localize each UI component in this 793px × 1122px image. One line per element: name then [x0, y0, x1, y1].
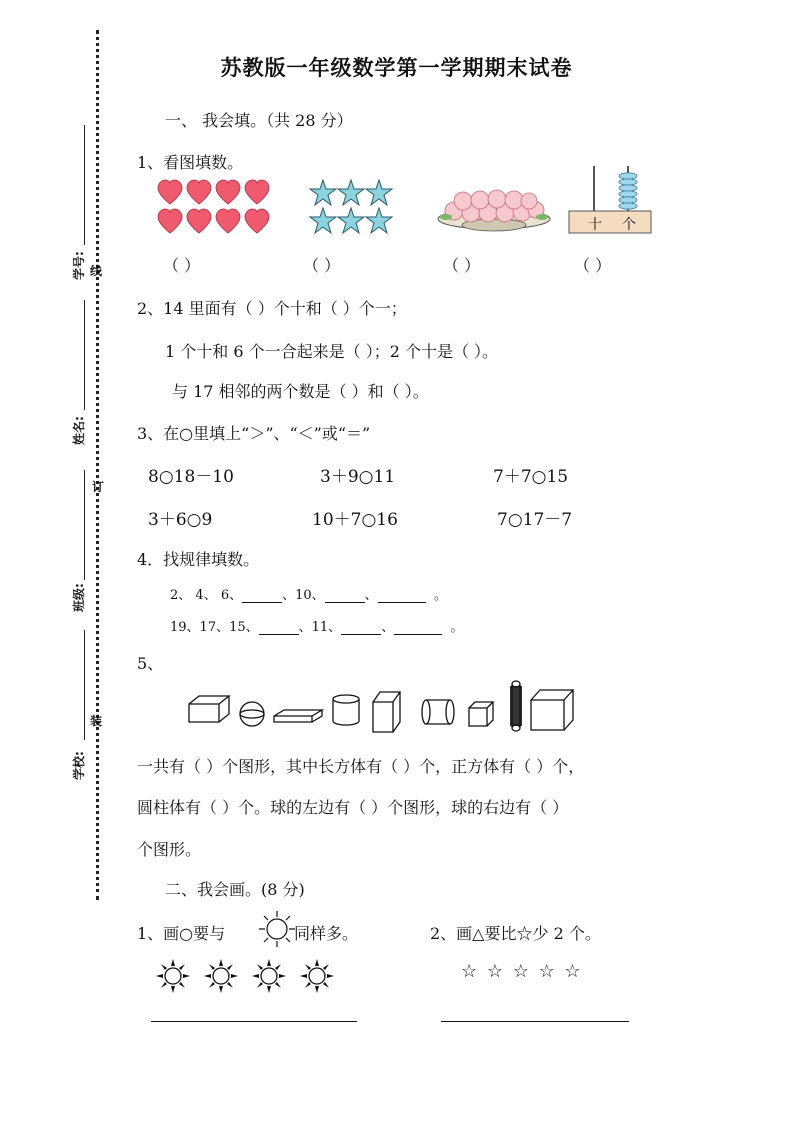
q4-prompt: 4．找规律填数。: [137, 550, 260, 569]
q5-label: 5、: [137, 654, 164, 673]
q4-sequence-1: 2、 4、 6、 、10、 、 。: [170, 588, 447, 603]
solids-picture: [186, 676, 586, 736]
q4-blank-6[interactable]: [394, 620, 442, 635]
p2-q2-prompt: 2、画△要比☆少 2 个。: [430, 924, 601, 943]
q2-line-2: 1 个十和 6 个一合起来是（ ）；2 个十是（ ）。: [165, 342, 499, 361]
binding-char-ding: 订: [92, 480, 105, 494]
class-line: [84, 470, 85, 580]
p2-q1-before: 1、画○要与: [137, 924, 226, 943]
school-line: [84, 630, 85, 740]
p2-q1-answer-line[interactable]: [151, 1021, 357, 1022]
q3-item-6[interactable]: 7○17－7: [497, 510, 573, 530]
abacus-picture: [566, 164, 656, 236]
q3-item-4[interactable]: 3＋6○9: [148, 510, 213, 530]
q1-answer-4[interactable]: （ ）: [574, 256, 612, 275]
part2-heading: 二、我会画。(8 分): [165, 880, 305, 899]
q3-item-2[interactable]: 3＋9○11: [320, 467, 396, 487]
q1-answer-1[interactable]: （ ）: [163, 256, 201, 275]
abacus-tens-label: 十: [588, 217, 602, 233]
q1-answer-2[interactable]: （ ）: [303, 256, 341, 275]
class-label: 班级:: [72, 583, 86, 612]
abacus-ones-label: 个: [622, 217, 636, 233]
binding-char-zhuang: 装: [90, 714, 103, 728]
q5-text-2: 圆柱体有（ ）个。球的左边有（ ）个图形，球的右边有（ ）: [137, 798, 569, 817]
q2-line-1: 2、14 里面有（ ）个十和（ ）个一；: [137, 299, 407, 318]
hearts-picture: [155, 178, 273, 236]
binding-dotted-line: [96, 30, 99, 900]
suns-row: [154, 957, 340, 997]
q5-text-1: 一共有（ ）个图形，其中长方体有（ ）个，正方体有（ ）个，: [137, 757, 585, 776]
q4-blank-1[interactable]: [242, 588, 282, 603]
sun-icon: [258, 910, 296, 948]
name-line: [84, 300, 85, 410]
q4-blank-4[interactable]: [259, 620, 299, 635]
q4-sequence-2: 19、17、15、 、11、 、 。: [170, 620, 464, 635]
page-title: 苏教版一年级数学第一学期期末试卷: [220, 56, 573, 80]
q1-answer-3[interactable]: （ ）: [443, 256, 481, 275]
p2-q2-stars: ☆ ☆ ☆ ☆ ☆: [461, 961, 583, 982]
student-id-line: [84, 125, 85, 245]
stars-picture: [308, 178, 394, 236]
binding-char-xian: 线: [90, 264, 103, 278]
q1-prompt: 1、看图填数。: [137, 153, 244, 172]
student-id-label: 学号:: [72, 251, 86, 280]
name-label: 姓名:: [72, 416, 86, 445]
q3-item-5[interactable]: 10＋7○16: [312, 510, 398, 530]
q4-blank-2[interactable]: [325, 588, 365, 603]
q3-item-3[interactable]: 7＋7○15: [493, 467, 569, 487]
p2-q2-answer-line[interactable]: [441, 1021, 629, 1022]
q3-item-1[interactable]: 8○18－10: [148, 467, 234, 487]
q2-line-3: 与 17 相邻的两个数是（ ）和（ ）。: [172, 382, 429, 401]
q4-blank-3[interactable]: [378, 588, 426, 603]
q4-blank-5[interactable]: [341, 620, 381, 635]
school-label: 学校:: [72, 751, 86, 780]
q3-prompt: 3、在○里填上“＞”、“＜”或“＝”: [137, 424, 371, 443]
p2-q1-after: 同样多。: [294, 924, 359, 943]
peaches-picture: [436, 175, 552, 237]
part1-heading: 一、 我会填。（共 28 分）: [165, 111, 353, 130]
q5-text-3: 个图形。: [137, 840, 202, 859]
